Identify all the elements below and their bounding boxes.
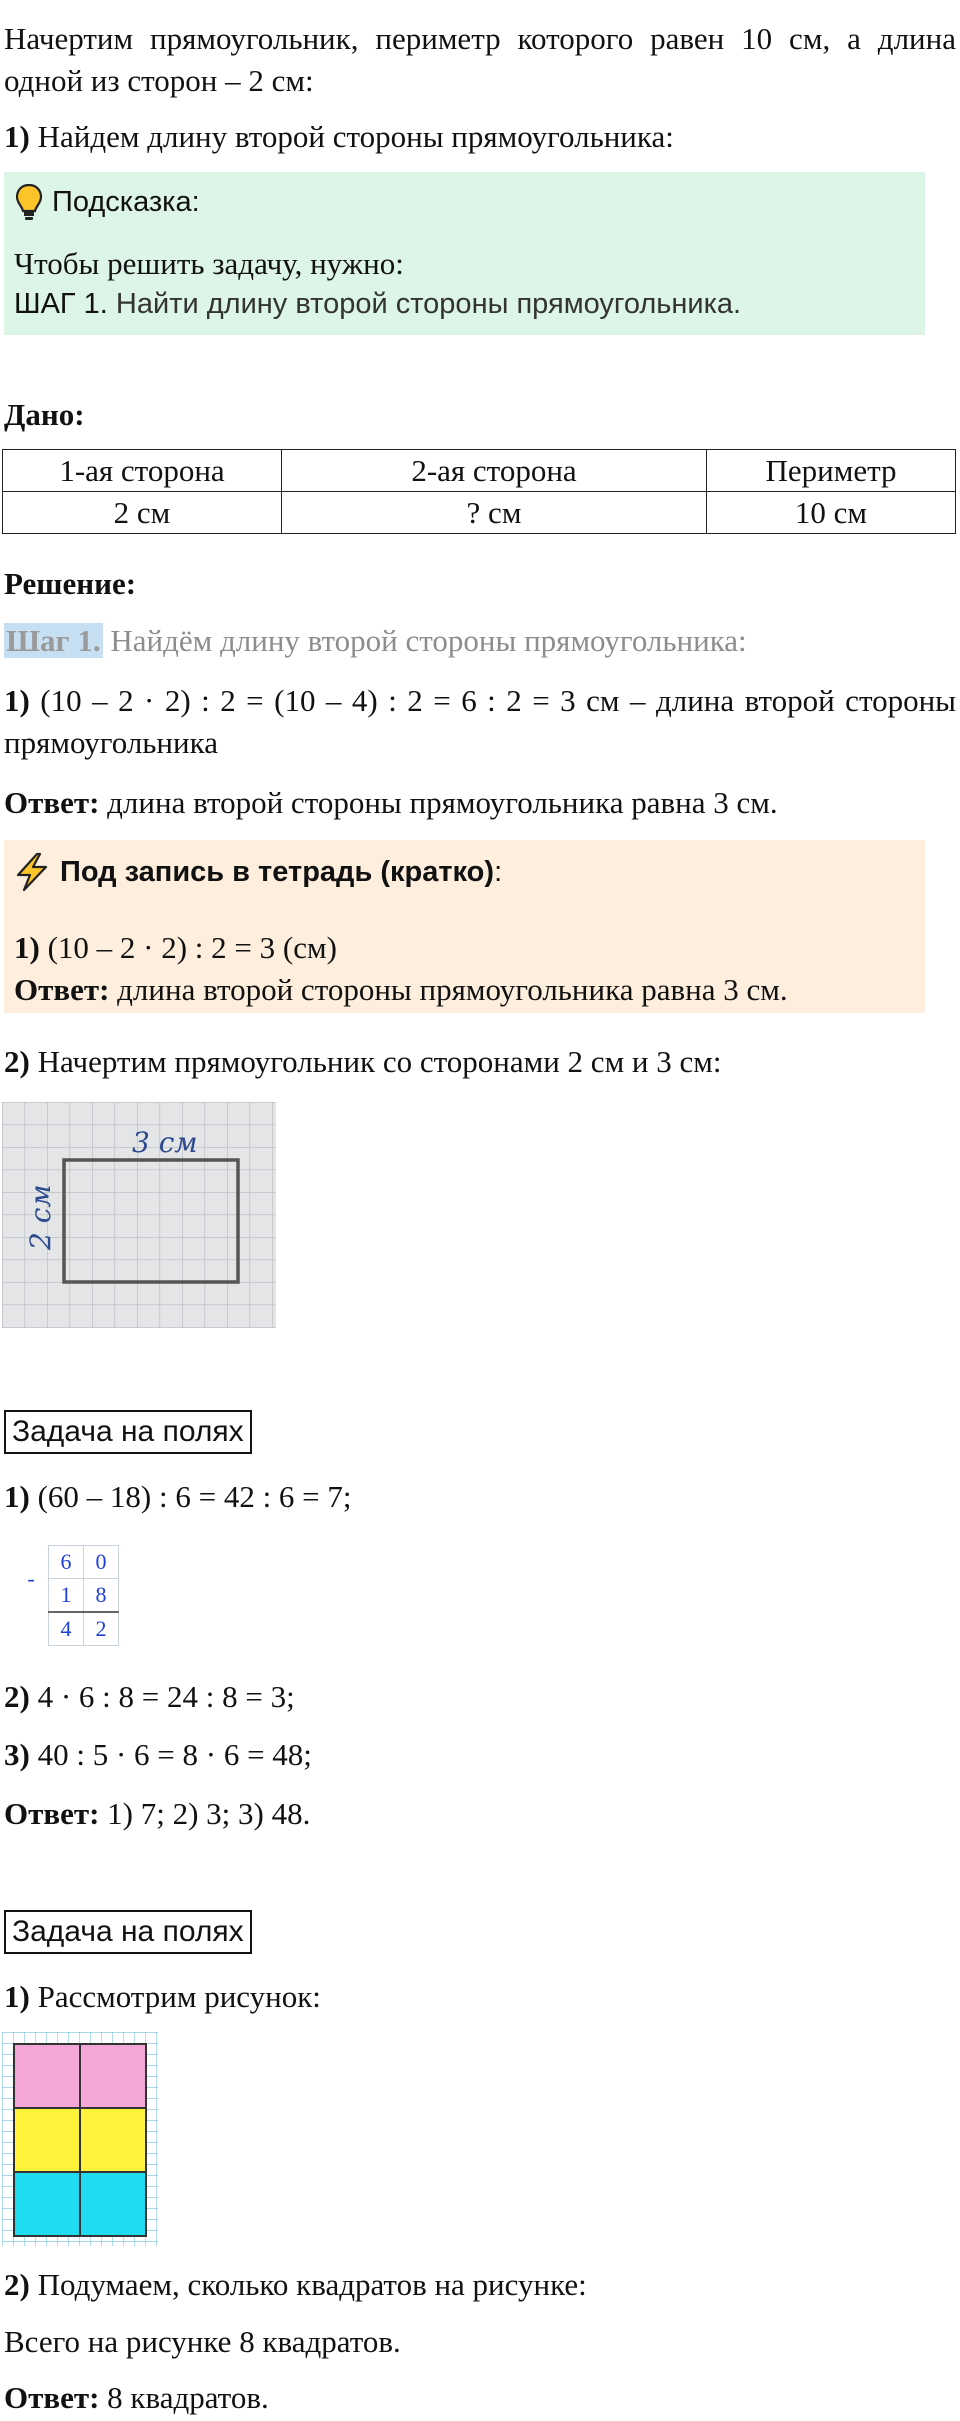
margin-task-title-2: Задача на полях [4,1910,252,1954]
margin2-line3: Всего на рисунке 8 квадратов. [4,2324,401,2359]
solution-step-label: Шаг 1. [6,623,101,658]
solution-calc-text: (10 – 2 · 2) : 2 = (10 – 4) : 2 = 6 : 2 = 3 см – длина второй стороны прямоугольника [4,683,956,760]
minus-sign: - [27,1565,35,1591]
table-cell: 1 [49,1579,84,1613]
notebook-title-colon: : [494,855,503,888]
margin-task-title-1: Задача на полях [4,1410,252,1454]
drawing-label-top: 3 см [132,1126,198,1159]
colored-square [80,2044,146,2108]
notebook-header [12,850,502,894]
solution-answer [4,782,956,824]
lightbulb-icon [14,182,44,222]
colored-square [80,2108,146,2172]
margin1-line1: 1) (60 – 18) : 6 = 42 : 6 = 7; [4,1479,352,1514]
hint-line2 [14,288,741,321]
task2-text: Начертим прямоугольник со сторонами 2 см и 3 см: [29,1044,722,1079]
given-label: Дано: [4,397,85,432]
table-cell: 8 [84,1579,119,1613]
notebook-answer: Ответ: длина второй стороны прямоугольника равна 3 см. [14,972,788,1007]
notebook-title: Под запись в тетрадь (кратко) [60,855,495,888]
table-header-cell: 1-ая сторона [3,450,282,492]
intro-text: Начертим прямоугольник, периметр которого равен 10 см, а длина одной из сторон – 2 см: [4,21,956,98]
hint-title: Подсказка: [52,185,200,218]
margin2-line2: 2) Подумаем, сколько квадратов на рисунке: [4,2267,587,2302]
margin2-answer: Ответ: 8 квадратов. [4,2380,269,2415]
given-table [2,449,956,534]
table-cell: 6 [49,1546,84,1579]
margin1-answer: Ответ: 1) 7; 2) 3; 3) 48. [4,1796,311,1831]
solution-answer-label: Ответ: [4,785,100,820]
colored-square [14,2108,80,2172]
solution-label: Решение: [4,566,137,601]
margin1-line3: 3) 40 : 5 · 6 = 8 · 6 = 48; [4,1737,312,1772]
hint-box [4,172,925,335]
solution-answer-text: длина второй стороны прямоугольника равна 3 см. [99,785,778,820]
lightning-icon [12,852,52,892]
task1-text: Найдем длину второй стороны прямоугольника: [29,119,674,154]
notebook-box [4,840,925,1013]
table-cell: 10 см [707,492,956,534]
colored-square [14,2044,80,2108]
margin1-line2: 2) 4 · 6 : 8 = 24 : 8 = 3; [4,1679,295,1714]
task2-line [4,1041,956,1083]
table-row [14,1612,119,1646]
table-row [3,450,956,492]
table-cell: ? см [282,492,707,534]
table-cell: 0 [84,1546,119,1579]
table-cell: 2 см [3,492,282,534]
solution-calc [4,680,956,764]
rectangle-drawing [2,1102,276,1328]
table-header-cell: Периметр [707,450,956,492]
solution-step [4,620,956,662]
colored-square [80,2172,146,2236]
table-row [3,492,956,534]
task1-num: 1) [4,119,30,154]
hint-step-label: ШАГ 1. [14,288,108,320]
hint-step-text: Найти длину второй стороны прямоугольника. [107,288,742,320]
solution-calc-num: 1) [4,683,30,718]
drawing-label-left: 2 см [24,1184,57,1250]
table-row [14,1546,119,1579]
hint-header [14,180,200,224]
column-subtraction [14,1545,119,1646]
margin2-line1: 1) Рассмотрим рисунок: [4,1979,321,2014]
task1-line [4,116,956,158]
notebook-line1: 1) (10 – 2 · 2) : 2 = 3 (см) [14,930,337,965]
table-cell: 4 [49,1612,84,1646]
task2-num: 2) [4,1044,30,1079]
colored-square [14,2172,80,2236]
colored-squares-figure [2,2032,158,2246]
table-header-cell: 2-ая сторона [282,450,707,492]
hint-line1: Чтобы решить задачу, нужно: [14,246,404,281]
solution-step-text: Найдём длину второй стороны прямоугольника: [102,623,747,658]
table-cell: 2 [84,1612,119,1646]
